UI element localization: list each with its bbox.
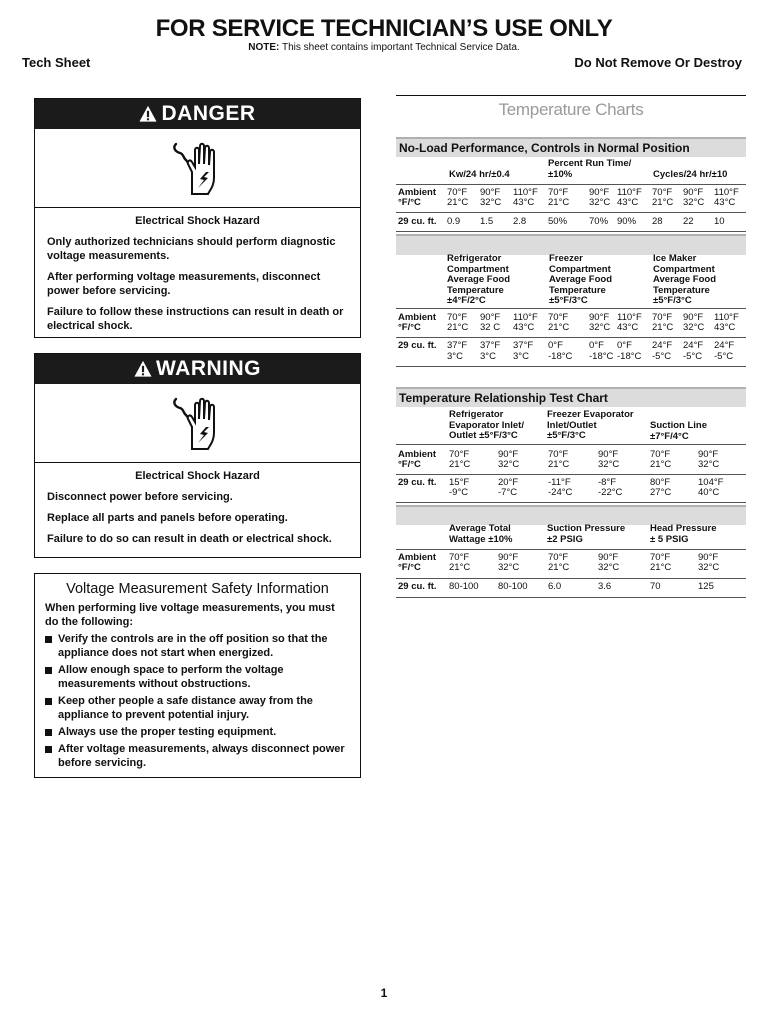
ambient-c-cell: 43°C xyxy=(617,197,639,208)
value-f-cell: 20°F xyxy=(498,477,519,488)
ambient-c-cell: 21°C xyxy=(548,322,570,333)
table-rule xyxy=(396,308,746,309)
section-bar xyxy=(396,505,746,525)
ambient-c-cell: 32°C xyxy=(698,459,720,470)
warning-body xyxy=(35,463,360,561)
warning-triangle-icon xyxy=(139,105,157,123)
column-header: Average Food xyxy=(447,274,510,285)
table-rule xyxy=(396,444,746,445)
column-header: Inlet/Outlet xyxy=(547,419,597,431)
danger-body xyxy=(35,208,360,348)
bullet-text: After voltage measurements, always disconnect power before servicing. xyxy=(58,743,345,769)
column-header: Temperature xyxy=(653,284,710,296)
value-c-cell: -5°C xyxy=(683,351,703,362)
ambient-c-cell: 21°C xyxy=(449,459,471,470)
ambient-f-cell: 90°F xyxy=(698,552,719,563)
value-cell: 22 xyxy=(683,216,694,227)
model-label: 29 cu. ft. xyxy=(398,477,437,488)
warning-header xyxy=(35,354,360,384)
column-header: Average Food xyxy=(653,274,716,285)
column-header: ± 5 PSIG xyxy=(650,533,689,545)
value-f-cell: 0°F xyxy=(589,340,604,351)
ambient-f-cell: 110°F xyxy=(617,312,642,323)
value-cell: 2.8 xyxy=(513,216,527,227)
ambient-c-cell: 32°C xyxy=(683,322,705,333)
value-f-cell: 15°F xyxy=(449,477,470,488)
electric-shock-hand-icon xyxy=(170,393,226,453)
bullet-text: Verify the controls are in the off position so that the appliance does not start when energized. xyxy=(58,633,328,659)
table-rule xyxy=(396,597,746,598)
column-header: Outlet ±5°F/3°C xyxy=(449,430,518,441)
table-rule xyxy=(396,502,746,503)
noload-heading-text: No-Load Performance, Controls in Normal Position xyxy=(399,141,690,155)
ambient-f-cell: 90°F xyxy=(698,449,719,460)
column-header: Temperature xyxy=(549,284,606,296)
bullet-text: Allow enough space to perform the voltage measurements without obstructions. xyxy=(58,664,284,690)
column-header: Compartment xyxy=(549,263,611,275)
ambient-c-cell: 32°C xyxy=(498,562,520,573)
relationship-heading xyxy=(396,387,746,407)
ambient-c-cell: 32°C xyxy=(498,459,520,470)
column-header: Compartment xyxy=(653,263,715,275)
value-c-cell: -5°C xyxy=(714,351,734,362)
column-header: ±2 PSIG xyxy=(547,533,583,545)
ambient-c-cell: 32°C xyxy=(683,197,705,208)
ambient-f-cell: 90°F xyxy=(589,187,610,198)
value-c-cell: -24°C xyxy=(548,487,573,498)
ambient-f-cell: 70°F xyxy=(548,312,569,323)
table-rule xyxy=(396,212,746,213)
value-c-cell: -18°C xyxy=(589,351,614,362)
column-header: Average Food xyxy=(549,274,612,285)
ambient-c-cell: 32°C xyxy=(589,322,611,333)
voltage-safety-box xyxy=(34,573,361,778)
ambient-c-cell: 21°C xyxy=(447,197,469,208)
column-header: Ice Maker xyxy=(653,253,697,264)
relationship-heading-text: Temperature Relationship Test Chart xyxy=(399,391,608,405)
column-header: Compartment xyxy=(447,263,509,275)
ambient-f-cell: 110°F xyxy=(714,187,739,198)
note-text: This sheet contains important Technical Service Data. xyxy=(279,42,520,53)
ambient-f-cell: 70°F xyxy=(447,187,468,198)
table-rule xyxy=(396,231,746,232)
column-header: Refrigerator xyxy=(449,409,504,420)
ambient-f-cell: 110°F xyxy=(513,312,538,323)
ambient-f-cell: 70°F xyxy=(652,312,673,323)
ambient-f-cell: 70°F xyxy=(548,187,569,198)
ambient-f-cell: 70°F xyxy=(652,187,673,198)
ambient-f-cell: 90°F xyxy=(498,449,519,460)
table-rule xyxy=(396,366,746,367)
model-label: 29 cu. ft. xyxy=(398,216,437,227)
column-header: Cycles/24 hr/±10 xyxy=(653,169,728,180)
voltage-safety-bullet xyxy=(45,663,352,691)
bullet-square-icon xyxy=(45,729,52,736)
charts-title: Temperature Charts xyxy=(498,100,644,119)
column-header: ±5°F/3°C xyxy=(549,295,588,306)
value-f-cell: 0°F xyxy=(617,340,632,351)
value-c-cell: -18°C xyxy=(548,351,573,362)
ambient-c-cell: 32°C xyxy=(698,562,720,573)
ambient-c-cell: 21°C xyxy=(650,459,672,470)
ambient-c-cell: 43°C xyxy=(617,322,639,333)
ambient-c-cell: 32°C xyxy=(598,459,620,470)
warning-hazard-title: Electrical Shock Hazard xyxy=(135,470,260,482)
bullet-square-icon xyxy=(45,667,52,674)
value-cell: 80-100 xyxy=(449,581,479,592)
value-cell: 0.9 xyxy=(447,216,461,227)
ambient-c-cell: 43°C xyxy=(714,197,736,208)
column-header: ±5°F/3°C xyxy=(547,430,586,441)
value-cell: 70 xyxy=(650,581,661,592)
warning-triangle-icon xyxy=(134,360,152,378)
column-header: Temperature xyxy=(447,284,504,296)
value-f-cell: 37°F xyxy=(513,340,534,351)
value-c-cell: -22°C xyxy=(598,487,623,498)
ambient-f-cell: 70°F xyxy=(447,312,468,323)
voltage-safety-bullet xyxy=(45,632,352,660)
bullet-text: Always use the proper testing equipment. xyxy=(58,726,277,738)
page-title: FOR SERVICE TECHNICIAN’S USE ONLY xyxy=(155,15,613,42)
value-f-cell: 80°F xyxy=(650,477,671,488)
value-cell: 3.6 xyxy=(598,581,612,592)
value-cell: 70% xyxy=(589,216,609,227)
ambient-label: Ambient xyxy=(398,187,436,198)
ambient-f-cell: 90°F xyxy=(589,312,610,323)
ambient-c-cell: 32°C xyxy=(480,197,502,208)
note-label: NOTE: xyxy=(248,42,280,53)
table-rule xyxy=(396,474,746,475)
value-cell: 1.5 xyxy=(480,216,494,227)
ambient-c-cell: 43°C xyxy=(714,322,736,333)
column-header: Wattage ±10% xyxy=(449,533,513,545)
danger-header xyxy=(35,99,360,129)
ambient-unit-label: °F/°C xyxy=(398,322,421,333)
bullet-square-icon xyxy=(45,746,52,753)
warning-box xyxy=(34,353,361,558)
model-label: 29 cu. ft. xyxy=(398,581,437,592)
warning-label: WARNING xyxy=(156,357,261,380)
ambient-f-cell: 70°F xyxy=(449,449,470,460)
column-header: Suction Line xyxy=(650,420,707,431)
ambient-f-cell: 110°F xyxy=(513,187,538,198)
value-c-cell: -9°C xyxy=(449,487,469,498)
column-header: ±10% xyxy=(548,168,573,180)
value-c-cell: -7°C xyxy=(498,487,518,498)
electric-shock-hand-icon xyxy=(170,138,226,198)
value-f-cell: -11°F xyxy=(548,477,571,488)
bullet-square-icon xyxy=(45,636,52,643)
ambient-c-cell: 21°C xyxy=(548,562,570,573)
ambient-unit-label: °F/°C xyxy=(398,562,421,573)
value-c-cell: 27°C xyxy=(650,487,672,498)
value-cell: 90% xyxy=(617,216,637,227)
ambient-c-cell: 21°C xyxy=(447,322,469,333)
ambient-label: Ambient xyxy=(398,552,436,563)
note-line xyxy=(0,42,768,53)
column-header: Suction Pressure xyxy=(547,523,626,534)
do-not-remove-label: Do Not Remove Or Destroy xyxy=(574,55,742,70)
ambient-label: Ambient xyxy=(398,449,436,460)
ambient-f-cell: 90°F xyxy=(480,187,501,198)
value-cell: 125 xyxy=(698,581,714,592)
voltage-safety-bullet xyxy=(45,725,352,739)
value-cell: 50% xyxy=(548,216,568,227)
column-header: Average Total xyxy=(449,523,511,534)
value-f-cell: 24°F xyxy=(683,340,704,351)
voltage-safety-title: Voltage Measurement Safety Information xyxy=(66,581,329,597)
ambient-c-cell: 32°C xyxy=(598,562,620,573)
voltage-safety-bullet xyxy=(45,694,352,722)
section-bar xyxy=(396,234,746,255)
value-c-cell: 40°C xyxy=(698,487,720,498)
danger-hazard-title: Electrical Shock Hazard xyxy=(135,215,260,227)
warning-line: Disconnect power before servicing. xyxy=(47,491,233,503)
ambient-f-cell: 90°F xyxy=(683,312,704,323)
danger-label: DANGER xyxy=(161,102,256,125)
value-f-cell: 37°F xyxy=(480,340,501,351)
value-c-cell: 3°C xyxy=(480,351,496,362)
danger-line: Only authorized technicians should perform diagnostic voltage measurements. xyxy=(47,236,336,262)
ambient-c-cell: 21°C xyxy=(652,197,674,208)
value-f-cell: 104°F xyxy=(698,477,724,488)
value-cell: 10 xyxy=(714,216,725,227)
value-c-cell: 3°C xyxy=(513,351,529,362)
ambient-unit-label: °F/°C xyxy=(398,197,421,208)
value-f-cell: 0°F xyxy=(548,340,563,351)
bullet-text: Keep other people a safe distance away from the appliance to prevent potential injury. xyxy=(58,695,313,721)
ambient-f-cell: 70°F xyxy=(650,552,671,563)
noload-heading xyxy=(396,137,746,157)
ambient-label: Ambient xyxy=(398,312,436,323)
column-header: Kw/24 hr/±0.4 xyxy=(449,169,510,180)
value-c-cell: -18°C xyxy=(617,351,642,362)
column-header: Refrigerator xyxy=(447,253,502,264)
value-c-cell: 3°C xyxy=(447,351,463,362)
value-f-cell: 24°F xyxy=(714,340,735,351)
danger-box xyxy=(34,98,361,338)
value-cell: 28 xyxy=(652,216,663,227)
column-header: Freezer Evaporator xyxy=(547,409,634,420)
value-cell: 6.0 xyxy=(548,581,562,592)
danger-line: Failure to follow these instructions can result in death or electrical shock. xyxy=(47,306,344,332)
ambient-f-cell: 90°F xyxy=(598,449,619,460)
column-header: Evaporator Inlet/ xyxy=(449,419,524,431)
ambient-f-cell: 90°F xyxy=(498,552,519,563)
voltage-safety-intro: When performing live voltage measurements, you must do the following: xyxy=(45,602,335,628)
value-c-cell: -5°C xyxy=(652,351,672,362)
ambient-c-cell: 21°C xyxy=(650,562,672,573)
ambient-c-cell: 21°C xyxy=(548,459,570,470)
ambient-c-cell: 32°C xyxy=(589,197,611,208)
column-header: Freezer xyxy=(549,253,583,264)
column-header: ±7°F/4°C xyxy=(650,430,689,442)
value-cell: 80-100 xyxy=(498,581,528,592)
column-header: ±5°F/3°C xyxy=(653,295,692,306)
tech-sheet-label: Tech Sheet xyxy=(22,55,91,70)
value-f-cell: 24°F xyxy=(652,340,673,351)
table-rule xyxy=(396,337,746,338)
ambient-c-cell: 32 C xyxy=(480,322,501,333)
ambient-f-cell: 70°F xyxy=(449,552,470,563)
ambient-f-cell: 70°F xyxy=(650,449,671,460)
table-rule xyxy=(396,549,746,550)
danger-icon-row xyxy=(35,129,360,208)
column-header: Head Pressure xyxy=(650,523,717,534)
ambient-f-cell: 70°F xyxy=(548,449,569,460)
table-rule xyxy=(396,578,746,579)
danger-line: After performing voltage measurements, disconnect power before servicing. xyxy=(47,271,321,297)
ambient-f-cell: 70°F xyxy=(548,552,569,563)
charts-top-rule xyxy=(396,95,746,96)
warning-icon-row xyxy=(35,384,360,463)
value-f-cell: -8°F xyxy=(598,477,617,488)
ambient-c-cell: 43°C xyxy=(513,197,535,208)
warning-line: Replace all parts and panels before operating. xyxy=(47,512,288,524)
ambient-c-cell: 21°C xyxy=(449,562,471,573)
voltage-safety-bullet xyxy=(45,742,352,770)
ambient-c-cell: 43°C xyxy=(513,322,535,333)
ambient-f-cell: 90°F xyxy=(480,312,501,323)
ambient-f-cell: 110°F xyxy=(617,187,642,198)
warning-line: Failure to do so can result in death or electrical shock. xyxy=(47,533,332,545)
ambient-f-cell: 110°F xyxy=(714,312,739,323)
model-label: 29 cu. ft. xyxy=(398,340,437,351)
column-header: ±4°F/2°C xyxy=(447,295,486,306)
ambient-unit-label: °F/°C xyxy=(398,459,421,470)
value-f-cell: 37°F xyxy=(447,340,468,351)
column-header: Percent Run Time/ xyxy=(548,158,632,169)
ambient-c-cell: 21°C xyxy=(548,197,570,208)
bullet-square-icon xyxy=(45,698,52,705)
page-number: 1 xyxy=(380,986,388,1000)
ambient-f-cell: 90°F xyxy=(683,187,704,198)
ambient-f-cell: 90°F xyxy=(598,552,619,563)
table-rule xyxy=(396,184,746,185)
ambient-c-cell: 21°C xyxy=(652,322,674,333)
